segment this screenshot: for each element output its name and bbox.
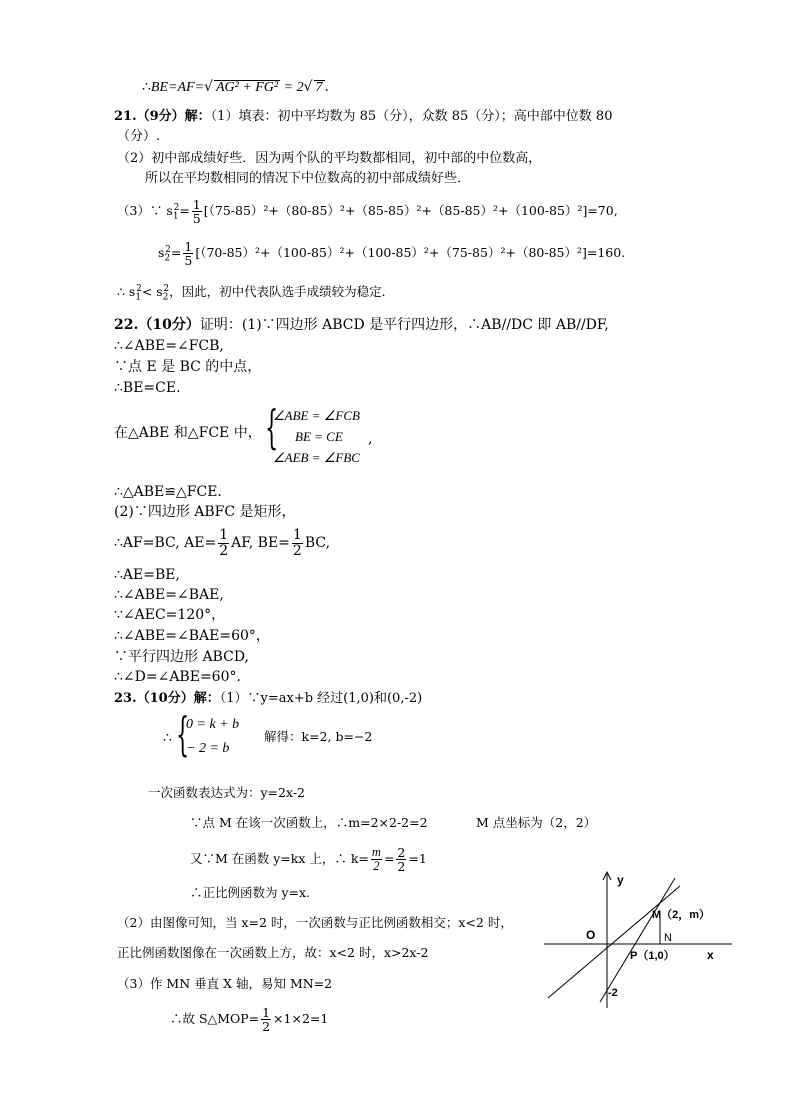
s2-label: s <box>158 245 165 261</box>
frac-den: 2 <box>292 542 302 559</box>
q22-system-row2: BE = CE <box>295 429 343 444</box>
frac-den: 2 <box>373 859 380 874</box>
fraction-half-c <box>261 1006 271 1033</box>
variance-expr-2: [（70-85）²+（100-85）²+（100-85）²+（75-85）²+（80-85）²]=160. <box>195 245 626 261</box>
sub-1b: 1 <box>135 292 142 303</box>
frac-num: 1 <box>262 1005 271 1020</box>
q22-number: 22. <box>114 317 139 333</box>
q22-text-6: ∴△ABE≌△FCE. <box>114 484 222 500</box>
q23-text-2: 一次函数表达式为：y=2x-2 <box>148 785 305 800</box>
q21-text-1: （1）填表：初中平均数为 85（分），众数 85（分）；高中部中位数 80 <box>210 109 613 124</box>
therefore-symbol: ∴ <box>163 730 172 746</box>
sqrt-radicand: AG² + FG² <box>215 80 279 95</box>
frac-num: 2 <box>397 845 406 860</box>
q22-text-7: (2)∵四边形 ABFC 是矩形， <box>114 504 296 520</box>
fraction-one-fifth-b <box>183 240 193 267</box>
q21-number: 21. <box>114 109 137 124</box>
sup-2b: 2 <box>165 244 171 255</box>
q22-8c: BC, <box>304 535 331 552</box>
left-brace-1: { <box>265 400 279 454</box>
frac-den: 2 <box>262 1019 271 1035</box>
sub-2: 2 <box>164 253 171 264</box>
q23-system-row2: − 2 = b <box>186 741 230 756</box>
q23-4a: 又∵M 在函数 y=kx 上，∴ k= <box>190 851 369 867</box>
q21-variance-1 <box>117 198 618 225</box>
sqrt-symbol-2: √ <box>303 79 313 95</box>
q21-text-2: （分）. <box>117 129 161 144</box>
origin-label: O <box>586 928 596 942</box>
sub-2b: 2 <box>162 292 169 303</box>
fraction-m-over-2 <box>371 846 382 873</box>
point-m-label: M（2，m） <box>652 909 711 921</box>
frac-num: 1 <box>219 527 229 543</box>
frac-den: 5 <box>184 253 193 269</box>
q21-text-4: 所以在平均数相同的情况下中位数高的初中部成绩好些． <box>145 171 471 186</box>
q23-text-6: （2）由图像可知，当 x=2 时，一次函数与正比例函数相交；x<2 时， <box>117 915 513 930</box>
conclusion-text: ，因此，初中代表队选手成绩较为稳定． <box>169 284 395 300</box>
q21-score: （9分）解： <box>136 109 211 124</box>
frac-den: 2 <box>219 542 229 559</box>
period: . <box>324 79 329 95</box>
fraction-one-fifth <box>192 198 202 225</box>
q23-solve: 解得：k=2, b=−2 <box>264 729 373 744</box>
q22-system-row1: ∠ABE = ∠FCB <box>273 408 360 423</box>
q23-score: （10分）解： <box>136 691 220 706</box>
equals: = <box>179 203 190 219</box>
q22-text-2: ∴∠ABE=∠FCB, <box>114 338 224 354</box>
q22-text-9: ∴AE=BE, <box>114 567 180 583</box>
q23-number: 23. <box>114 691 137 706</box>
left-brace-2: { <box>176 707 190 761</box>
sqrt-symbol: √ <box>204 79 213 95</box>
q22-text-10: ∴∠ABE=∠BAE, <box>114 587 224 603</box>
q23-system-row1: 0 = k + b <box>186 717 240 732</box>
q23-text-8: （3）作 MN 垂直 X 轴，易知 MN=2 <box>117 976 333 991</box>
q22-text-5: 在△ABE 和△FCE 中， <box>114 425 262 441</box>
frac-den: 5 <box>192 211 201 227</box>
sup-2d: 2 <box>163 284 170 294</box>
q22-text-11: ∵∠AEC=120°， <box>114 607 226 623</box>
q22-text-12: ∴∠ABE=∠BAE=60°， <box>114 628 270 644</box>
q22-score: （10分） <box>138 317 200 333</box>
q21-line1 <box>114 110 612 123</box>
q22-text-14: ∴∠D=∠ABE=60°． <box>114 669 251 685</box>
comma: , <box>368 431 373 447</box>
q22-text-8 <box>114 528 330 558</box>
q23-text-9 <box>170 1006 328 1033</box>
q21-conclusion <box>117 285 394 303</box>
s1-label: （3）∵ s <box>117 203 173 219</box>
equals-two: = 2 <box>280 80 304 95</box>
therefore-s1: ∴ s <box>117 284 136 300</box>
q23-text-4 <box>190 846 427 873</box>
q23-text-5: ∴正比例函数为 y=x. <box>190 885 311 900</box>
frac-num: 1 <box>292 527 302 543</box>
point-n-label: N <box>664 932 672 944</box>
therefore-symbol: ∴ <box>142 79 151 95</box>
sup-2: 2 <box>173 202 180 213</box>
fraction-half <box>218 528 229 558</box>
answer-20-conclusion <box>142 80 329 95</box>
q23-text-7: 正比例函数图像在一次函数上方，故：x<2 时，x>2x-2 <box>117 945 429 960</box>
intercept-label: -2 <box>608 987 618 999</box>
point-p-label: P（1,0） <box>630 950 675 962</box>
sqrt-seven: 7 <box>315 80 323 95</box>
q22-line1 <box>114 318 609 332</box>
function-graph <box>540 868 740 1013</box>
q21-text-3: （2）初中部成绩好些．因为两个队的平均数都相同，初中部的中位数高， <box>117 151 542 166</box>
q22-text-1: 证明：(1)∵四边形 ABCD 是平行四边形，∴AB//DC 即 AB//DF, <box>199 317 609 333</box>
sup-2c: 2 <box>136 284 142 294</box>
q23-9a: ∴故 S△MOP= <box>170 1011 260 1027</box>
frac-num: 1 <box>192 197 201 212</box>
x-axis-label: x <box>707 948 714 962</box>
q23-text-3: ∵点 M 在该一次函数上，∴m=2×2-2=2 <box>190 815 428 830</box>
q22-text-4: ∴BE=CE. <box>114 380 181 396</box>
frac-num: 1 <box>184 239 193 254</box>
y-axis-label: y <box>617 873 624 887</box>
q23-text-3b: M 点坐标为（2，2） <box>476 815 597 830</box>
q22-8a: ∴AF=BC, AE= <box>114 535 217 552</box>
q22-text-3: ∵点 E 是 BC 的中点， <box>114 359 262 375</box>
q21-variance-2 <box>158 240 625 267</box>
variance-expr-1: [（75-85）²+（80-85）²+（85-85）²+（85-85）²+（100-85）²]=70, <box>203 203 618 219</box>
frac-num: m <box>371 845 381 859</box>
fraction-half-b <box>292 528 303 558</box>
equation-lhs: BE=AF= <box>150 80 205 95</box>
q23-line1 <box>114 692 422 705</box>
sub-1: 1 <box>172 211 179 222</box>
q23-4c: =1 <box>408 851 427 867</box>
q22-8b: AF, BE= <box>231 535 290 552</box>
equals: = <box>383 851 395 867</box>
q22-text-13: ∵平行四边形 ABCD, <box>114 649 249 665</box>
fraction-two-over-two <box>396 846 406 873</box>
equals: = <box>170 245 182 261</box>
q23-9b: ×1×2=1 <box>273 1011 329 1027</box>
q22-system-row3: ∠AEB = ∠FBC <box>273 450 360 465</box>
q23-text-1: （1）∵y=ax+b 经过(1,0)和(0,-2) <box>219 691 423 706</box>
frac-den: 2 <box>397 859 406 875</box>
less-than-s2: < s <box>141 284 163 300</box>
